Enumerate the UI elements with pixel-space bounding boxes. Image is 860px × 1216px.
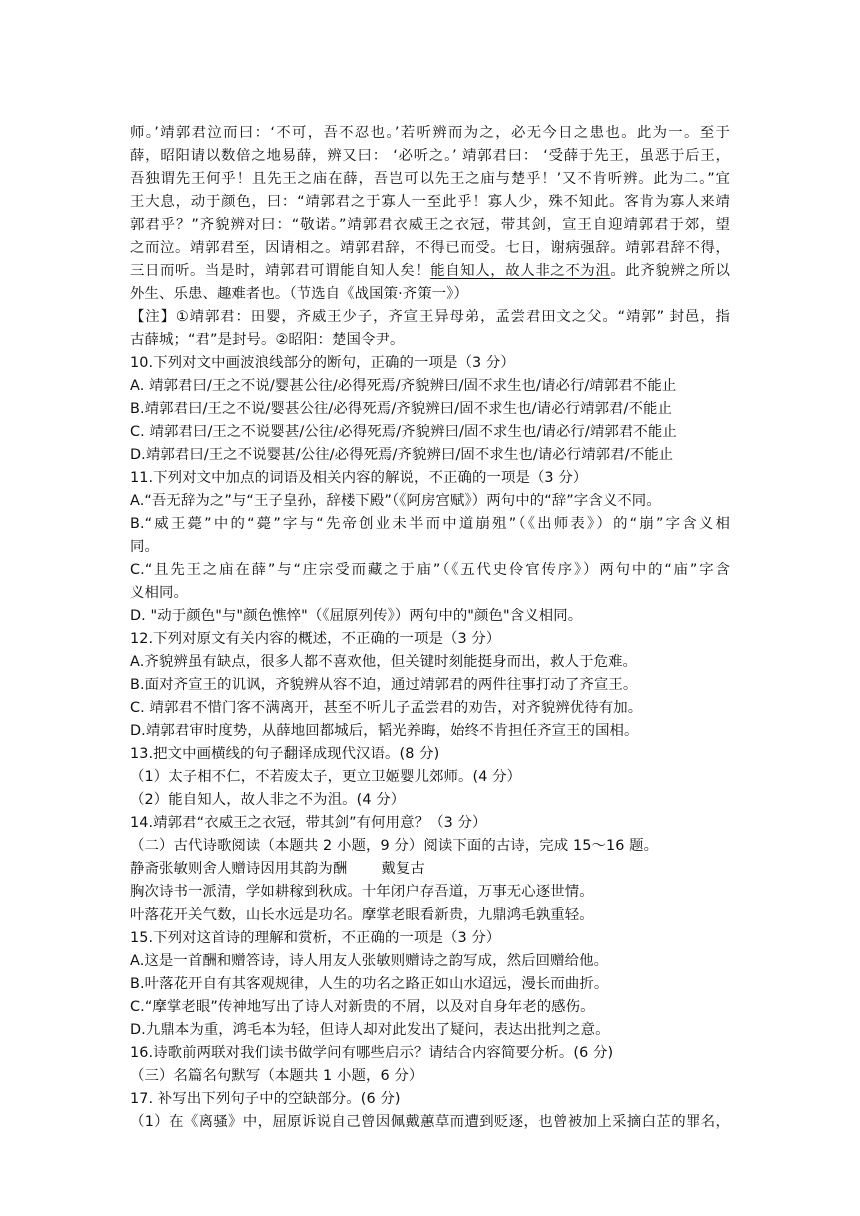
text-line: 王大息，动于颜色，曰：“靖郭君之于寡人一至此乎！寡人少，殊不知此。客肯为寡人来靖 [130,194,730,210]
underlined-sentence: 能自知人，故人非之不为沮 [430,263,611,279]
option-d: D.靖郭君审时度势，从薛地回都城后，韬光养晦，始终不肯担任齐宣王的国相。 [130,723,639,739]
option-b-cont: 同。 [130,539,159,555]
text-line: 之而泣。靖郭君至，因请相之。靖郭君辞，不得已而受。七日，谢病强辞。靖郭君辞不得， [130,240,730,256]
question-11-stem: 11.下列对文中加点的词语及相关内容的解说，不正确的一项是（3 分） [130,470,588,486]
poem-author: 戴复古 [381,861,425,877]
annotation-note: 【注】①靖郭君：田婴，齐威王少子，齐宣王异母弟，孟尝君田文之父。“靖郭” 封邑，指 [130,309,730,325]
option-a: A. 靖郭君曰/王之不说/婴甚公往/必得死焉/齐貌辨曰/固不求生也/请必行/靖郭君不能止 [130,378,677,394]
option-c: C. 靖郭君曰/王之不说婴甚/公往/必得死焉/齐貌辨曰/固不求生也/请必行/靖郭君不能止 [130,424,677,440]
text-line: 薛，昭阳请以数倍之地易薛，辨又曰： ‘必听之。’ 靖郭君曰： ‘受薛于先王，虽恶于后王， [130,148,730,164]
text-line: 吾独谓先王何乎！且先王之庙在薛，吾岂可以先王之庙与楚乎！’又不肯听辨。此为二。”宜 [130,171,730,187]
section-heading: （三）名篇名句默写（本题共 1 小题，6 分） [130,1068,424,1084]
question-13-item-1: （1）太子相不仁，不若废太子，更立卫姬婴儿郊师。(4 分） [130,769,522,785]
option-a: A.齐貌辨虽有缺点，很多人都不喜欢他，但关键时刻能挺身而出，救人于危难。 [130,654,638,670]
option-c: C.“摩掌老眼”传神地写出了诗人对新贵的不屑，以及对自身年老的感伤。 [130,999,595,1015]
option-a: A.“吾无辞为之”与“王子皇孙，辞楼下殿”（《阿房宫赋》）两句中的“辞”字含义不同。 [130,493,661,509]
question-17-item-1: （1）在《离骚》中，屈原诉说自己曾因佩戴蕙草而遭到贬逐，也曾被加上采摘白芷的罪名， [130,1114,730,1130]
option-d: D.九鼎本为重，鸿毛本为轻，但诗人却对此发出了疑问，表达出批判之意。 [130,1022,610,1038]
section-heading: （二）古代诗歌阅读（本题共 2 小题，9 分）阅读下面的古诗，完成 15～16 题。 [130,838,659,854]
option-d: D. "动于颜色"与"颜色憔悴"（《屈原列传》）两句中的"颜色"含义相同。 [130,608,583,624]
source-citation: 外生、乐患、趣难者也。（节选自《战国策·齐策一》） [130,286,469,302]
option-d: D.靖郭君曰/王之不说婴甚/公往/必得死焉/齐貌辨曰/固不求生也/请必行靖郭君/不能止 [130,447,674,463]
question-13-item-2: （2）能自知人，故人非之不为沮。(4 分） [130,792,406,808]
text-segment: 三日而听。当是时，靖郭君可谓能自知人矣！ [130,263,431,279]
option-b: B.靖郭君曰/王之不说/婴甚公往/必得死焉/齐貌辨曰/固不求生也/请必行靖郭君/不能止 [130,401,672,417]
question-15-stem: 15.下列对这首诗的理解和赏析，不正确的一项是（3 分） [130,930,501,946]
question-12-stem: 12.下列对原文有关内容的概述，不正确的一项是（3 分） [130,631,501,647]
option-c-cont: 义相同。 [130,585,188,601]
option-b: B.叶落花开自有其客观规律，人生的功名之路正如山水迢远，漫长而曲折。 [130,976,609,992]
text-line: 师。’靖郭君泣而曰：‘不可，吾不忍也。’若听辨而为之，必无今日之患也。此为一。至于 [130,125,730,141]
option-c: C.“且先王之庙在薛”与“庄宗受而藏之于庙”（《五代史伶官传序》）两句中的“庙”字含 [130,562,730,578]
question-13-stem: 13.把文中画横线的句子翻译成现代汉语。(8 分) [130,746,440,762]
text-line [130,260,730,283]
question-10-stem: 10.下列对文中画波浪线部分的断句，正确的一项是（3 分） [130,355,515,371]
question-17-stem: 17. 补写出下列句子中的空缺部分。(6 分) [130,1091,401,1107]
text-segment: 。此齐貌辨之所以 [610,263,730,279]
option-b: B.“威王薨”中的“薨”字与“先帝创业未半而中道崩殂”（《出师表》）的“崩”字含义相 [130,516,730,532]
text-line: 郭君乎？”齐貌辨对曰：“敬诺。”靖郭君衣威王之衣冠，带其剑，宣王自迎靖郭君于郊，望 [130,217,730,233]
poem-line: 叶落花开关气数，山长水远是功名。摩掌老眼看新贵，九鼎鸿毛孰重轻。 [130,907,594,923]
question-16-stem: 16.诗歌前两联对我们读书做学问有哪些启示？请结合内容简要分析。(6 分) [130,1045,614,1061]
poem-title [130,858,730,881]
option-a: A.这是一首酬和赠答诗，诗人用友人张敏则赠诗之韵写成，然后回赠给他。 [130,953,609,969]
poem-title-text: 静斋张敏则舍人赠诗因用其韵为酬 [130,861,348,877]
question-14-stem: 14.靖郭君“衣威王之衣冠，带其剑”有何用意？（3 分） [130,815,487,831]
poem-line: 胸次诗书一派清，学如耕稼到秋成。十年闭户存吾道，万事无心逐世情。 [130,884,594,900]
option-b: B.面对齐宣王的讥讽，齐貌辨从容不迫，通过靖郭君的两件往事打动了齐宣王。 [130,677,638,693]
option-c: C. 靖郭君不惜门客不满离开，甚至不听儿子孟尝君的劝告，对齐貌辨优待有加。 [130,700,643,716]
annotation-note: 古薛城；“君”是封号。②昭阳：楚国令尹。 [130,332,405,348]
